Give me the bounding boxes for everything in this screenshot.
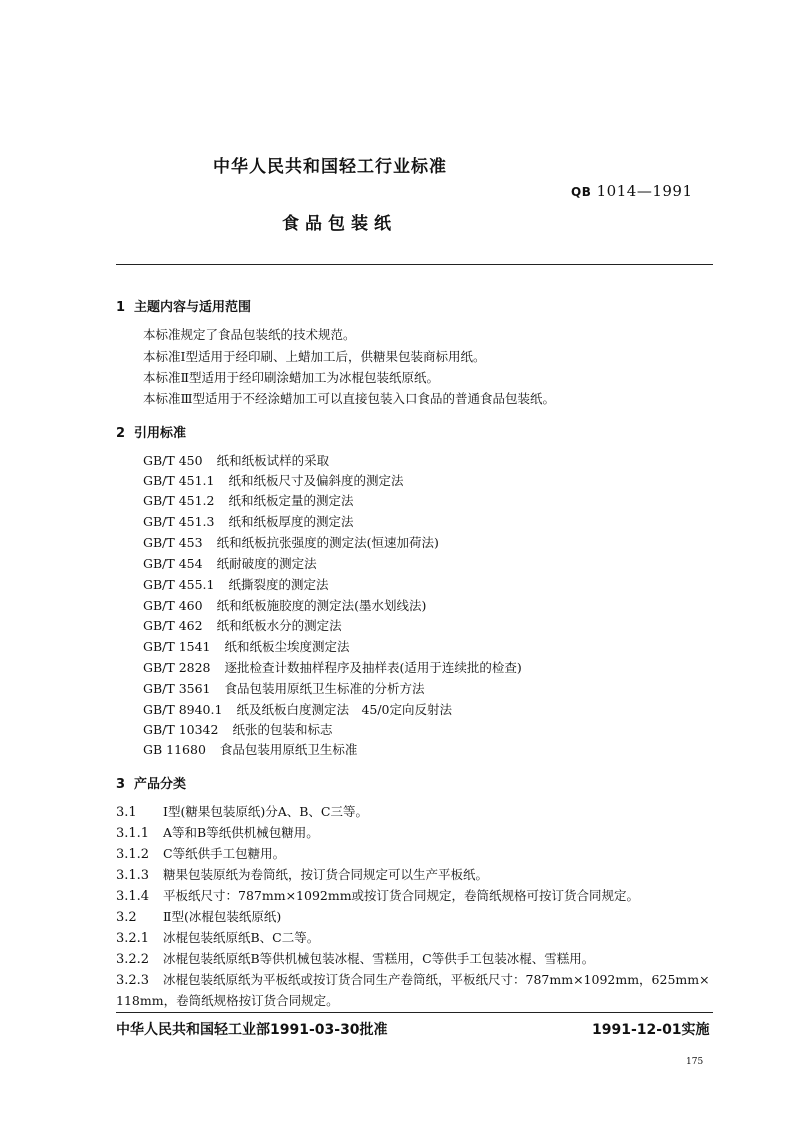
reference-item: [143, 451, 329, 469]
header-divider: [116, 264, 713, 265]
clause-continuation: 118mm，卷筒纸规格按订货合同规定。: [116, 993, 339, 1008]
section-2-heading: [116, 422, 186, 441]
page-number: 175: [686, 1057, 704, 1067]
clause-number: 3.1.4: [116, 889, 150, 904]
clause-number: 3.2: [116, 910, 137, 925]
reference-code: GB/T 453: [143, 535, 203, 550]
reference-title: 纸撕裂度的测定法: [228, 577, 329, 592]
effective-date: 1991-12-01实施: [592, 1022, 710, 1038]
reference-title: 纸和纸板尺寸及偏斜度的测定法: [228, 473, 404, 488]
section-3-heading: [116, 773, 186, 792]
clause-text: 冰棍包装纸原纸为平板纸或按订货合同生产卷筒纸，平板纸尺寸：787mm×1092mm，625mm×: [163, 972, 710, 987]
reference-code: GB/T 1541: [143, 639, 211, 654]
reference-code: GB/T 451.1: [143, 473, 215, 488]
section-title: 引用标准: [134, 426, 187, 441]
reference-title: 逐批检查计数抽样程序及抽样表(适用于连续批的检查): [224, 660, 522, 675]
clause-text: C等纸供手工包糖用。: [163, 846, 286, 861]
clause: [116, 823, 319, 841]
reference-title: 纸张的包装和标志: [232, 722, 333, 737]
reference-code: GB/T 8940.1: [143, 702, 223, 717]
clause-text: Ⅰ型(糖果包装原纸)分A、B、C三等。: [163, 804, 368, 819]
clause-text: 糖果包装原纸为卷筒纸，按订货合同规定可以生产平板纸。: [163, 867, 489, 882]
section-number: 2: [116, 426, 126, 441]
clause-number: 3.2.2: [116, 952, 150, 967]
clause-text: 平板纸尺寸：787mm×1092mm或按订货合同规定，卷筒纸规格可按订货合同规定。: [163, 888, 640, 903]
section-number: 1: [116, 300, 126, 315]
clause-text: A等和B等纸供机械包糖用。: [163, 825, 319, 840]
clause: [116, 907, 281, 925]
standard-code: 1014—1991: [596, 182, 693, 200]
reference-item: [143, 533, 439, 551]
clause-number: 3.1: [116, 805, 137, 820]
reference-title: 纸耐破度的测定法: [216, 556, 317, 571]
reference-title: 纸及纸板白度测定法 45/0定向反射法: [236, 702, 453, 717]
reference-item: [143, 700, 452, 718]
reference-code: GB/T 451.3: [143, 514, 215, 529]
reference-item: [143, 596, 426, 614]
reference-code: GB/T 455.1: [143, 577, 215, 592]
paragraph: 本标准规定了食品包装纸的技术规范。: [143, 327, 356, 342]
clause-number: 3.1.2: [116, 847, 150, 862]
clause-number: 3.1.1: [116, 826, 150, 841]
issuing-body-title: 中华人民共和国轻工行业标准: [213, 157, 447, 177]
reference-code: GB/T 451.2: [143, 493, 215, 508]
clause-text: 冰棍包装纸原纸B、C二等。: [163, 930, 320, 945]
section-number: 3: [116, 777, 126, 792]
clause: [116, 949, 594, 967]
clause: [116, 802, 368, 820]
reference-item: [143, 740, 357, 758]
reference-item: [143, 720, 332, 738]
reference-title: 食品包装用原纸卫生标准的分析方法: [224, 681, 425, 696]
reference-title: 纸和纸板抗张强度的测定法(恒速加荷法): [216, 535, 439, 550]
reference-code: GB/T 450: [143, 453, 203, 468]
reference-code: GB/T 3561: [143, 681, 211, 696]
reference-item: [143, 658, 522, 676]
document-title: 食品包装纸: [282, 214, 397, 234]
standard-prefix: QB: [571, 185, 592, 199]
reference-code: GB/T 454: [143, 556, 203, 571]
footer-divider: [116, 1012, 713, 1013]
clause-text: 冰棍包装纸原纸B等供机械包装冰棍、雪糕用，C等供手工包装冰棍、雪糕用。: [163, 951, 595, 966]
clause-number: 3.2.3: [116, 973, 150, 988]
reference-title: 纸和纸板施胶度的测定法(墨水划线法): [216, 598, 427, 613]
reference-code: GB/T 10342: [143, 722, 219, 737]
clause: [116, 928, 319, 946]
paragraph: 本标准Ⅲ型适用于不经涂蜡加工可以直接包装入口食品的普通食品包装纸。: [143, 391, 556, 406]
reference-item: [143, 679, 425, 697]
clause: [116, 970, 710, 988]
reference-title: 纸和纸板试样的采取: [216, 453, 330, 468]
reference-item: [143, 616, 342, 634]
standard-number: [571, 182, 693, 200]
paragraph: 本标准Ⅰ型适用于经印刷、上蜡加工后，供糖果包装商标用纸。: [143, 349, 486, 364]
reference-item: [143, 491, 354, 509]
reference-code: GB/T 460: [143, 598, 203, 613]
clause: [116, 886, 639, 904]
reference-item: [143, 471, 404, 489]
reference-title: 纸和纸板水分的测定法: [216, 618, 342, 633]
clause: [116, 844, 285, 862]
reference-title: 纸和纸板定量的测定法: [228, 493, 354, 508]
reference-code: GB/T 462: [143, 618, 203, 633]
reference-item: [143, 512, 354, 530]
reference-code: GB/T 2828: [143, 660, 211, 675]
reference-item: [143, 575, 329, 593]
clause: [116, 865, 488, 883]
reference-item: [143, 554, 317, 572]
section-title: 主题内容与适用范围: [134, 300, 252, 315]
clause-number: 3.1.3: [116, 868, 150, 883]
reference-title: 食品包装用原纸卫生标准: [219, 742, 358, 757]
reference-item: [143, 637, 350, 655]
paragraph: 本标准Ⅱ型适用于经印刷涂蜡加工为冰棍包装纸原纸。: [143, 370, 439, 385]
section-1-heading: [116, 296, 251, 315]
clause-text: Ⅱ型(冰棍包装纸原纸): [163, 909, 282, 924]
approval-line: 中华人民共和国轻工业部1991-03-30批准: [116, 1022, 388, 1038]
reference-title: 纸和纸板尘埃度测定法: [224, 639, 350, 654]
reference-code: GB 11680: [143, 742, 206, 757]
clause-number: 3.2.1: [116, 931, 150, 946]
reference-title: 纸和纸板厚度的测定法: [228, 514, 354, 529]
section-title: 产品分类: [134, 777, 187, 792]
